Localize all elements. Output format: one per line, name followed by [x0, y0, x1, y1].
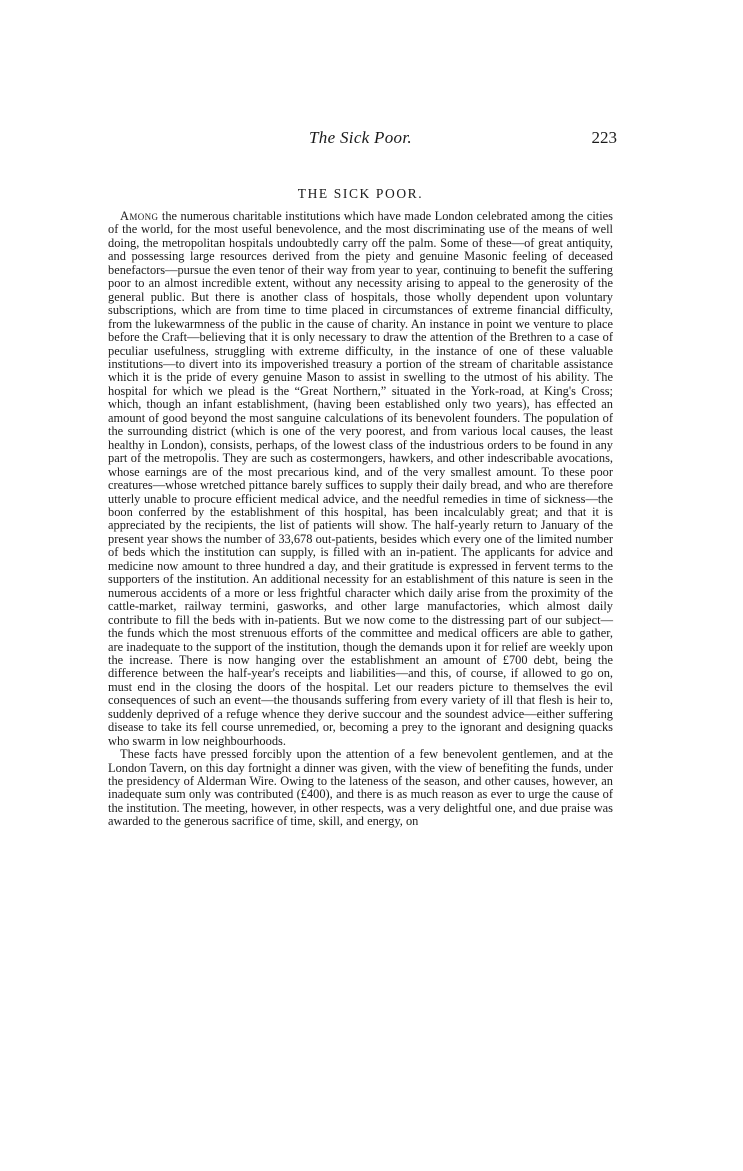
running-head	[108, 128, 617, 152]
running-title: The Sick Poor.	[309, 128, 412, 147]
paragraph	[108, 210, 613, 748]
article-title: THE SICK POOR.	[297, 186, 424, 201]
paragraph-text: the numerous charitable institutions which have made London celebrated among the cities of the world, for the most useful benevolence, and the most discriminating use of the means of well doing, the metropolitan hospitals undoubtedly carry off the palm. Some of these—of great antiquity, and possessing large resources derived from the piety and genuine Masonic feeling of deceased benefactors—pursue the even tenor of their way from year to year, continuing to benefit the suffering poor to an almost incredible extent, without any necessity arising to appeal to the generosity of the general public. But there is another class of hospitals, those wholly dependent upon voluntary subscriptions, which are from time to time placed in circumstances of extreme financial difficulty, from the lukewarmness of the public in the cause of charity. An instance in point we venture to place before the Craft—believing that it is only necessary to draw the attention of the Brethren to a case of peculiar usefulness, struggling with extreme difficulty, in the instance of one of these valuable institutions—to divert into its impoverished treasury a portion of the stream of charitable assistance which it is the pride of every genuine Mason to assist in swelling to the utmost of his ability. The hospital for which we plead is the “Great Northern,” situated in the York-road, at King's Cross; which, though an infant establishment, (having been established only two years), has effected an amount of good beyond the most sanguine calculations of its benevolent founders. The population of the surrounding district (which is one of the very poorest, and from various local causes, the least healthy in London), consists, perhaps, of the lowest class of the industrious orders to be found in any part of the metropolis. They are such as costermongers, hawkers, and other indescribable avocations, whose earnings are of the most precarious kind, and of the very smallest amount. To these poor creatures—whose wretched pittance barely suffices to supply their daily bread, and who are therefore utterly unable to procure efficient medical advice, and the needful remedies in time of sickness—the boon conferred by the establishment of this hospital, has been incalculably great; and that it is appreciated by the recipients, the list of patients will show. The half-yearly return to January of the present year shows the number of 33,678 out-patients, besides which every one of the limited number of beds which the institution can supply, is filled with an in-patient. The applicants for advice and medicine now amount to three hundred a day, and their gratitude is expressed in fervent terms to the supporters of the institution. An additional necessity for an establishment of this nature is seen in the numerous accidents of a more or less frightful character which daily arise from the proximity of the cattle-market, railway termini, gasworks, and other large manufactories, which almost daily contribute to fill the beds with in-patients. But we now come to the distressing part of our subject—the funds which the most strenuous efforts of the committee and medical officers are able to gather, are inadequate to the support of the institution, though the demands upon it for relief are weekly upon the increase. There is now hanging over the establishment an amount of £700 debt, being the difference between the half-year's receipts and liabilities—and this, of course, if allowed to go on, must end in the closing the doors of the hospital. Let our readers picture to themselves the evil consequences of such an event—the thousands suffering from every variety of ill that flesh is heir to, suddenly deprived of a refuge whence they derive succour and the soundest advice—either suffering disease to take its fell course unremedied, or, becoming a prey to the ignorant and designing quacks who swarm in low neighbourhoods.	[108, 209, 613, 748]
article-body	[108, 210, 613, 829]
paragraph: These facts have pressed forcibly upon the attention of a few benevolent gentlemen, and at the London Tavern, on this day fortnight a dinner was given, with the view of benefiting the funds, under the presidency of Alderman Wire. Owing to the lateness of the season, and other causes, however, an inadequate sum only was contributed (£400), and there is as much reason as ever to urge the cause of the institution. The meeting, however, in other respects, was a very delightful one, and due praise was awarded to the generous sacrifice of time, skill, and energy, on	[108, 747, 613, 829]
page-number: 223	[591, 128, 617, 147]
opening-word: Among	[120, 209, 159, 223]
